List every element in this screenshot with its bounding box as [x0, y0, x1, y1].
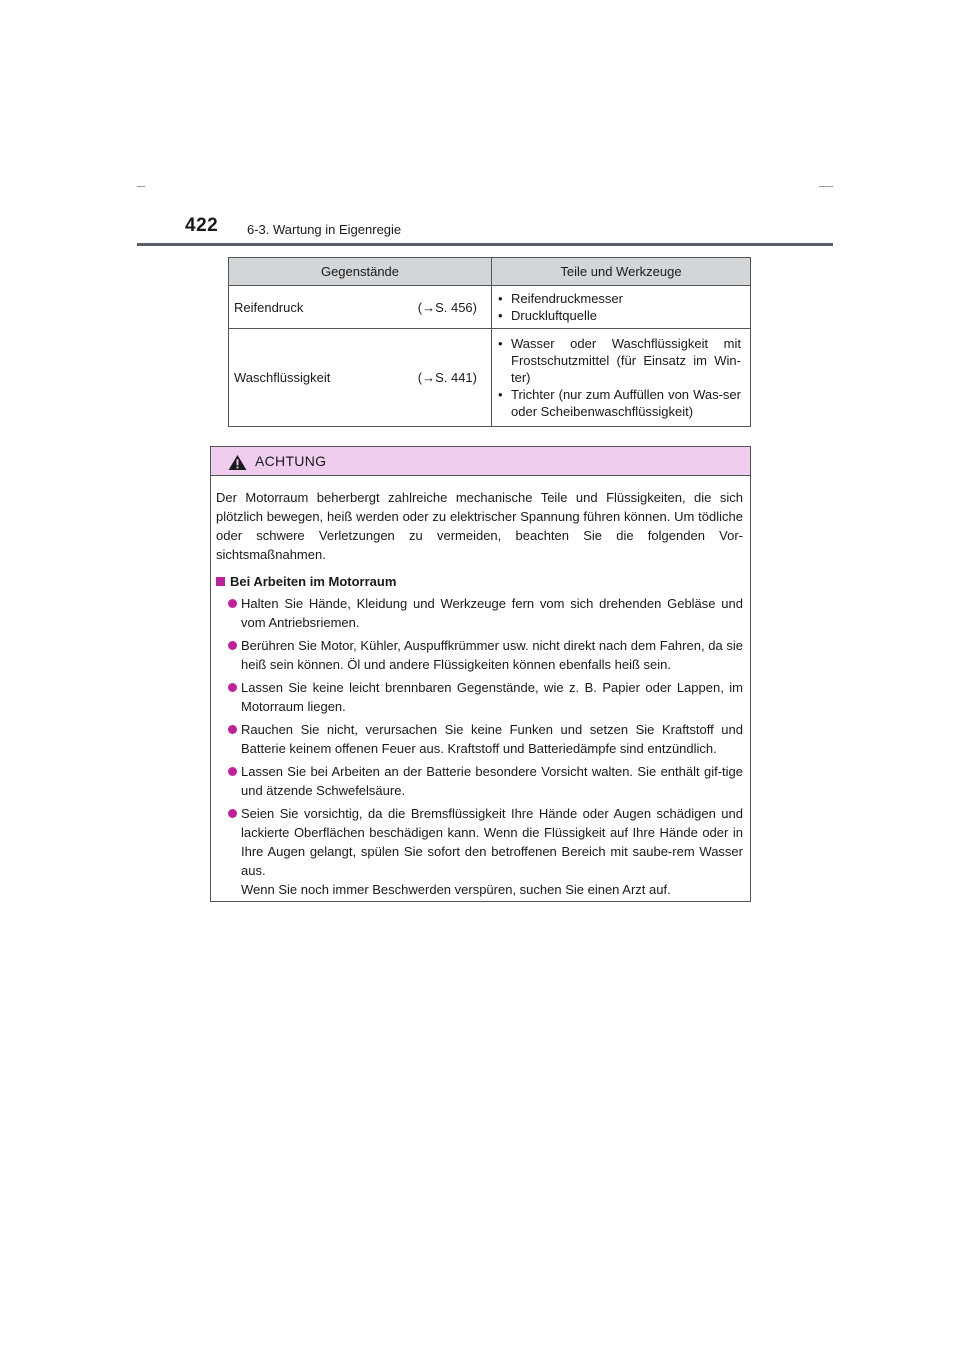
tools-cell: [492, 286, 751, 329]
warning-header: [211, 447, 750, 476]
bullet-dot-icon: [228, 641, 237, 650]
page-number: 422: [185, 215, 219, 236]
table-row: [229, 329, 751, 427]
list-item: [216, 636, 743, 674]
table-row: [229, 286, 751, 329]
bullet-dot-icon: [228, 599, 237, 608]
item-name: Waschflüssigkeit: [234, 370, 331, 385]
warning-triangle-icon: [228, 454, 247, 471]
list-item: [216, 762, 743, 800]
tools-cell: [492, 329, 751, 427]
column-header-tools: Teile und Werkzeuge: [492, 258, 751, 286]
item-cell: [229, 329, 492, 427]
item-cell: [229, 286, 492, 329]
warning-title: ACHTUNG: [255, 453, 327, 469]
section-title: 6-3. Wartung in Eigenregie: [247, 222, 402, 237]
square-bullet-icon: [216, 577, 225, 586]
page-reference[interactable]: (→S. 456): [417, 299, 477, 315]
column-header-items: Gegenstände: [229, 258, 492, 286]
list-item-text: Lassen Sie bei Arbeiten an der Batterie besondere Vorsicht walten. Sie enthält gif-tige und ätzende Schwefelsäure.: [241, 764, 743, 798]
bullet-dot-icon: [228, 809, 237, 818]
page-reference[interactable]: (→S. 441): [417, 370, 477, 385]
crop-mark-right: [819, 186, 833, 187]
list-item: • Reifendruckmesser: [498, 290, 741, 307]
list-item-text: Seien Sie vorsichtig, da die Bremsflüssigkeit Ihre Hände oder Augen schädigen und lackierte Oberflächen beschädigen kann. Wenn die Flüssigkeit auf Ihre Hände oder in Ihre Augen gelangt, spülen Sie sofort den betroffenen Bereich mit saube-rem Wasser aus. Wenn Sie noch immer Beschwerden verspüren, suchen Sie einen Arzt auf.: [241, 806, 743, 897]
list-item: • Wasser oder Waschflüssigkeit mit Frostschutzmittel (für Einsatz im Win-ter): [498, 335, 741, 386]
warning-intro: Der Motorraum beherbergt zahlreiche mechanische Teile und Flüssigkeiten, die sich plötzlich bewegen, heiß werden oder zu elektrischer Spannung führen können. Um tödliche oder schwere Verletzungen zu vermeiden, beachten Sie die folgenden Vor-sichtsmaßnahmen.: [216, 490, 743, 562]
list-item: • Druckluftquelle: [498, 307, 741, 324]
warning-box: [210, 446, 751, 902]
list-item: [216, 720, 743, 758]
warning-bullet-list: [216, 594, 743, 899]
bullet-dot-icon: [228, 725, 237, 734]
table-header-row: [229, 258, 751, 286]
list-item-text: Lassen Sie keine leicht brennbaren Gegenstände, wie z. B. Papier oder Lappen, im Motorraum liegen.: [241, 680, 743, 714]
list-item-text: Rauchen Sie nicht, verursachen Sie keine Funken und setzen Sie Kraftstoff und Batterie keinem offenen Feuer aus. Kraftstoff und Batteriedämpfe sind entzündlich.: [241, 722, 743, 756]
warning-subheading-text: Bei Arbeiten im Motorraum: [230, 574, 397, 589]
warning-subheading: [216, 572, 743, 591]
maintenance-items-table: [228, 257, 751, 427]
bullet-dot-icon: [228, 683, 237, 692]
list-item: [216, 804, 743, 899]
bullet-dot-icon: [228, 767, 237, 776]
list-item: • Trichter (nur zum Auffüllen von Was-ser oder Scheibenwaschflüssigkeit): [498, 386, 741, 420]
header-rule: [137, 243, 833, 246]
warning-body: [211, 476, 750, 899]
crop-mark-left: [137, 186, 145, 187]
list-item: [216, 678, 743, 716]
list-item-text: Halten Sie Hände, Kleidung und Werkzeuge fern vom sich drehenden Gebläse und vom Antriebsriemen.: [241, 596, 743, 630]
list-item: [216, 594, 743, 632]
list-item-text: Berühren Sie Motor, Kühler, Auspuffkrümmer usw. nicht direkt nach dem Fahren, da sie heiß sein können. Öl und andere Flüssigkeiten können ebenfalls heiß sein.: [241, 638, 743, 672]
item-name: Reifendruck: [234, 299, 304, 315]
